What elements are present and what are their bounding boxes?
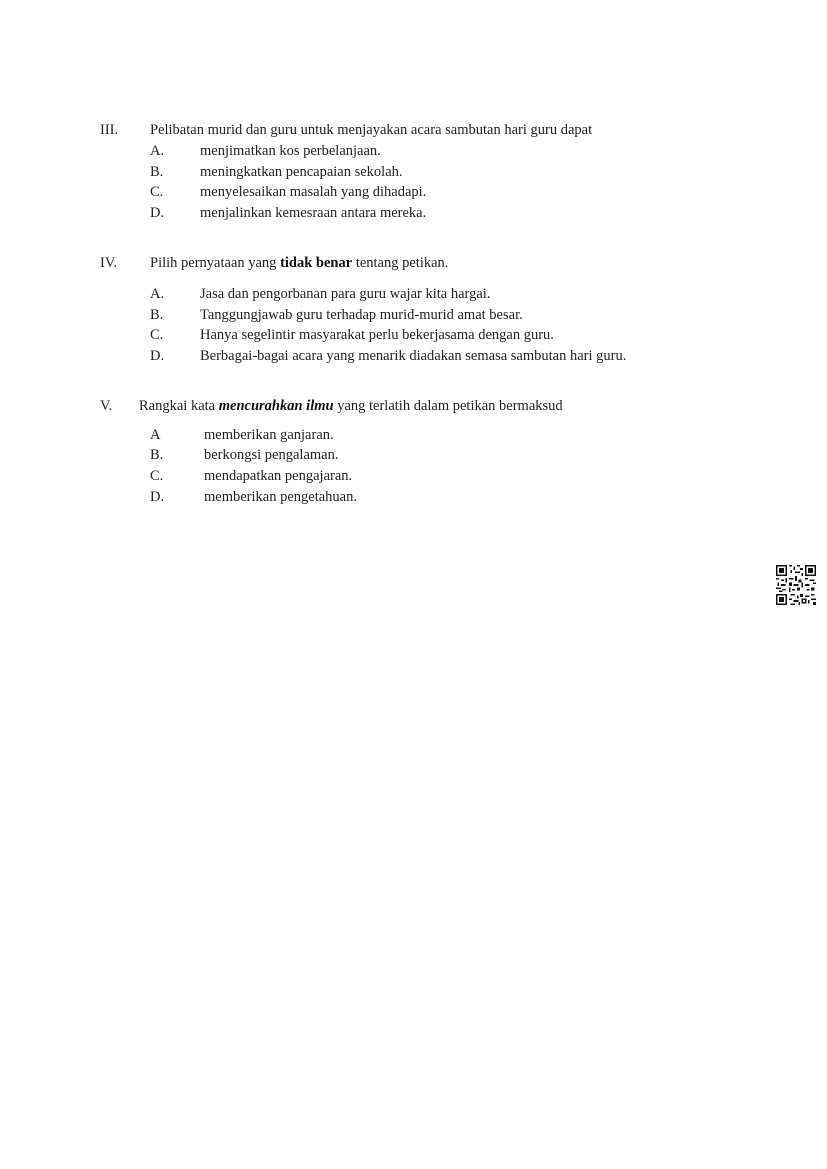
option-letter: B.: [150, 164, 164, 180]
question-number: III.: [100, 122, 119, 138]
option-letter: A: [150, 427, 161, 443]
option-letter: D.: [150, 489, 165, 505]
option-text: mendapatkan pengajaran.: [204, 468, 353, 484]
option-text: memberikan pengetahuan.: [204, 489, 357, 505]
question-stem: Pelibatan murid dan guru untuk menjayakan acara sambutan hari guru dapat: [150, 122, 593, 138]
emphasis-text: mencurahkan ilmu: [218, 398, 334, 414]
emphasis-text: tidak benar: [280, 255, 353, 271]
option-text: menjimatkan kos perbelanjaan.: [200, 143, 381, 159]
option-letter: C.: [150, 468, 164, 484]
option-text: meningkatkan pencapaian sekolah.: [200, 164, 403, 180]
option-letter: A.: [150, 286, 165, 302]
option-letter: C.: [150, 184, 164, 200]
option-text: Berbagai-bagai acara yang menarik diadakan semasa sambutan hari guru.: [200, 348, 627, 364]
question-number: IV.: [100, 255, 118, 271]
question-stem: Rangkai kata mencurahkan ilmu yang terlatih dalam petikan bermaksud: [139, 398, 563, 414]
option-text: Jasa dan pengorbanan para guru wajar kita hargai.: [200, 286, 491, 302]
question-number: V.: [100, 398, 113, 414]
option-text: berkongsi pengalaman.: [204, 447, 339, 463]
option-letter: C.: [150, 327, 164, 343]
qr-code-icon: [776, 565, 816, 605]
option-letter: A.: [150, 143, 165, 159]
option-text: Tanggungjawab guru terhadap murid-murid amat besar.: [200, 307, 523, 323]
question-stem: Pilih pernyataan yang tidak benar tentang petikan.: [150, 255, 449, 271]
option-text: menjalinkan kemesraan antara mereka.: [200, 205, 427, 221]
option-text: menyelesaikan masalah yang dihadapi.: [200, 184, 427, 200]
option-letter: B.: [150, 307, 164, 323]
option-letter: B.: [150, 447, 164, 463]
option-letter: D.: [150, 205, 165, 221]
option-text: Hanya segelintir masyarakat perlu bekerjasama dengan guru.: [200, 327, 554, 343]
option-text: memberikan ganjaran.: [204, 427, 334, 443]
option-letter: D.: [150, 348, 165, 364]
